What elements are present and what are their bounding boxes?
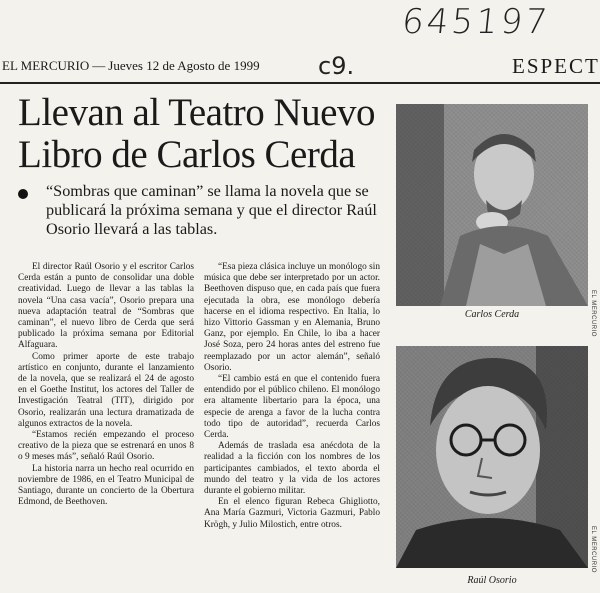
paragraph: “Esa pieza clásica incluye un monólogo sin música que debe ser interpretado por un actor. Beethoven dispuso que, en cada país que fuera ejecutada la obra, ese monólogo debería hacerse en el idioma respectivo. En Italia, lo hizo Vittorio Gassman y en Alemania, Bruno Ganz, por ejemplo. En Chile, lo iba a hacer José Soza, pero 24 horas antes del estreno fue reemplazado por un actor alemán”, señaló Osorio. <box>204 262 380 373</box>
publication-date: Jueves 12 de Agosto de 1999 <box>108 58 260 73</box>
headline-line-1: Llevan al Teatro Nuevo <box>18 91 375 134</box>
paragraph: “Estamos recién empezando el proceso creativo de la pieza que se estrenará en unos 8 o 9 meses más”, señaló Raúl Osorio. <box>18 430 194 463</box>
deck: “Sombras que caminan” se llama la novela que se publicará la próxima semana y que el director Raúl Osorio llevará a las tablas. <box>46 182 377 238</box>
photo-carlos-cerda <box>396 104 588 306</box>
masthead <box>0 54 600 80</box>
masthead-rule <box>0 82 600 84</box>
body-column-1 <box>18 262 194 508</box>
headline-line-2: Libro de Carlos Cerda <box>18 133 356 176</box>
caption-carlos-cerda: Carlos Cerda <box>464 309 520 320</box>
portrait-illustration <box>396 104 588 306</box>
paragraph: Como primer aporte de este trabajo artístico en conjunto, durante el lanzamiento de la novela, que se realizará el 24 de agosto en el Goethe Institut, los actores del Taller de Investigación Teatral (TIT), dirigido por Osorio, realizarán una lectura dramatizada de algunos extractos de la novela. <box>18 351 194 429</box>
paragraph: En el elenco figuran Rebeca Ghigliotto, Ana María Gazmuri, Victoria Gazmuri, Pablo Krögh, y Julio Milostich, entre otros. <box>204 497 380 530</box>
caption-raul-osorio: Raúl Osorio <box>467 575 517 586</box>
paragraph: La historia narra un hecho real ocurrido en noviembre de 1986, en el Teatro Municipal de Santiago, durante un concierto de la Obertura Edmond, de Beethoven. <box>18 463 194 508</box>
deck-block <box>18 182 390 239</box>
body-column-2 <box>204 262 380 531</box>
handwritten-code: c9. <box>318 52 355 80</box>
photo-raul-osorio <box>396 346 588 568</box>
masthead-line <box>2 58 260 74</box>
newspaper-name: EL MERCURIO <box>2 58 90 73</box>
photo-credit: EL MERCURIO <box>590 290 596 337</box>
paragraph: El director Raúl Osorio y el escritor Carlos Cerda están a punto de consolidar una doble creatividad. Luego de llevar a las tablas la novela “Una casa vacía”, Osorio prepara una nueva adaptación teatral de “Sombras que caminan”, el nuevo libro de Cerda que será publicado la próxima semana por Editorial Alfaguara. <box>18 262 194 351</box>
section-name: ESPECT <box>512 54 600 78</box>
bullet-icon <box>18 189 28 199</box>
paragraph: “El cambio está en que el contenido fuera entendido por el público chileno. El monólogo era altamente libertario para la época, una especie de arenga a favor de la lucha contra todo tipo de autoridad”, recuerda Carlos Cerda. <box>204 374 380 441</box>
masthead-separator: — <box>92 58 106 73</box>
photo-credit: EL MERCURIO <box>590 526 596 573</box>
headline <box>18 92 390 176</box>
paragraph: Además de traslada esa anécdota de la realidad a la ficción con los nombres de los participantes cambiados, el texto aborda el mundo del teatro y la vida de los actores durante el gobierno militar. <box>204 441 380 497</box>
handwritten-archive-number: 645197 <box>400 2 553 42</box>
portrait-illustration <box>396 346 588 568</box>
